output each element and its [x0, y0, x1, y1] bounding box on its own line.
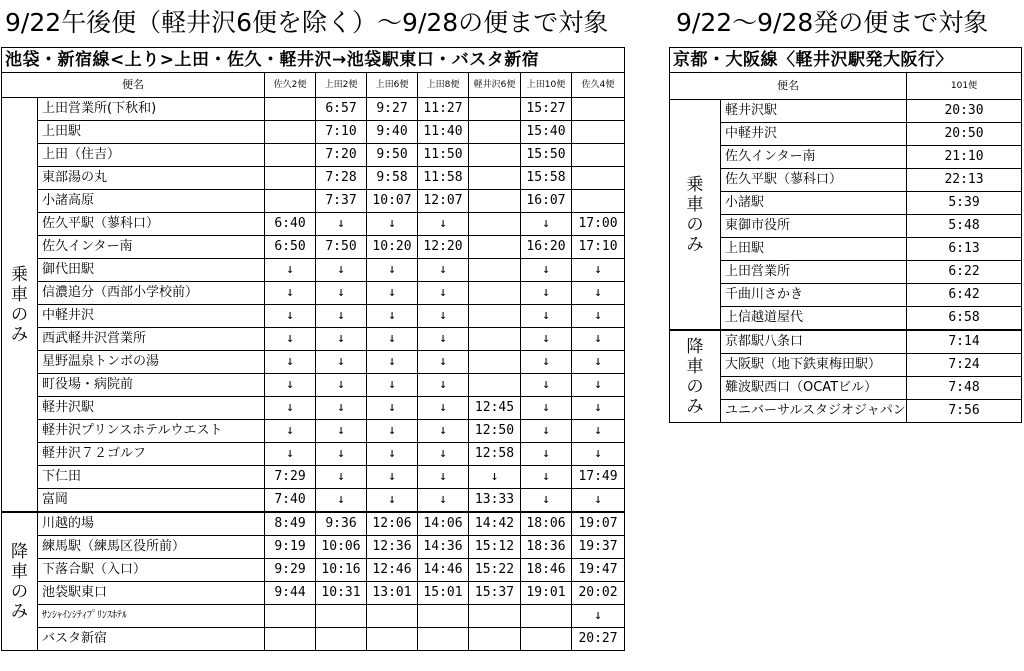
- group-label-char: 降: [11, 541, 28, 562]
- time-cell: [265, 121, 316, 144]
- time-cell: 6:22: [907, 261, 1022, 284]
- time-cell: ↓: [265, 443, 316, 466]
- time-cell: ↓: [418, 328, 469, 351]
- time-cell: ↓: [521, 420, 572, 443]
- group-label-char: み: [11, 324, 28, 345]
- time-cell: [469, 236, 521, 259]
- stop-name: 中軽井沢: [721, 123, 907, 146]
- time-cell: 18:06: [521, 512, 572, 536]
- kyoto-osaka-timetable: [669, 47, 1022, 423]
- time-cell: ↓: [521, 443, 572, 466]
- time-cell: ↓: [521, 489, 572, 513]
- time-cell: ↓: [316, 489, 367, 513]
- time-cell: 12:45: [469, 397, 521, 420]
- time-cell: ↓: [418, 282, 469, 305]
- time-cell: [418, 628, 469, 651]
- table-row: [2, 236, 625, 259]
- time-cell: ↓: [367, 443, 418, 466]
- stop-name: 西武軽井沢営業所: [38, 328, 265, 351]
- time-cell: 14:46: [418, 559, 469, 582]
- time-cell: ↓: [418, 466, 469, 489]
- table-row: [2, 305, 625, 328]
- time-cell: ↓: [572, 305, 625, 328]
- time-cell: ↓: [316, 282, 367, 305]
- time-cell: 12:46: [367, 559, 418, 582]
- time-cell: [265, 98, 316, 121]
- time-cell: ↓: [572, 397, 625, 420]
- stop-name: 町役場・病院前: [38, 374, 265, 397]
- table-row: [2, 536, 625, 559]
- time-cell: 11:50: [418, 144, 469, 167]
- stop-name: 軽井沢駅: [721, 100, 907, 123]
- time-cell: ↓: [316, 420, 367, 443]
- table-row: [2, 420, 625, 443]
- table-row: [2, 605, 625, 628]
- stop-name: 上田営業所: [721, 261, 907, 284]
- time-cell: 7:48: [907, 377, 1022, 400]
- time-cell: 20:30: [907, 100, 1022, 123]
- group-label-char: の: [686, 376, 704, 397]
- time-cell: 6:13: [907, 238, 1022, 261]
- time-cell: 17:49: [572, 466, 625, 489]
- time-cell: ↓: [367, 351, 418, 374]
- group-label-char: の: [686, 214, 704, 235]
- time-cell: 7:56: [907, 400, 1022, 423]
- time-cell: ↓: [418, 305, 469, 328]
- group-label-char: 車: [11, 561, 28, 582]
- time-cell: ↓: [316, 397, 367, 420]
- header-row: [2, 73, 625, 98]
- alighting-only-label: [670, 330, 721, 423]
- stop-name: ｻﾝｼｬｲﾝｼﾃｨﾌﾟﾘﾝｽﾎﾃﾙ: [38, 605, 265, 628]
- stop-name: 佐久インター南: [38, 236, 265, 259]
- time-cell: 9:29: [265, 559, 316, 582]
- table-row: [2, 582, 625, 605]
- table-row: [2, 489, 625, 513]
- group-label-char: の: [11, 581, 28, 602]
- time-cell: 7:14: [907, 330, 1022, 354]
- time-cell: ↓: [265, 420, 316, 443]
- time-cell: 9:44: [265, 582, 316, 605]
- time-cell: 20:50: [907, 123, 1022, 146]
- time-cell: 16:20: [521, 236, 572, 259]
- time-cell: [521, 605, 572, 628]
- table-row: [2, 559, 625, 582]
- time-cell: [469, 259, 521, 282]
- time-cell: 7:40: [265, 489, 316, 513]
- time-cell: 14:42: [469, 512, 521, 536]
- stop-name: 上信越道屋代: [721, 307, 907, 331]
- time-cell: 6:50: [265, 236, 316, 259]
- time-cell: ↓: [572, 374, 625, 397]
- time-cell: 15:12: [469, 536, 521, 559]
- time-cell: ↓: [521, 305, 572, 328]
- column-header-name: 便名: [2, 73, 265, 98]
- stop-name: 信濃追分（西部小学校前）: [38, 282, 265, 305]
- time-cell: [265, 144, 316, 167]
- stop-name: 佐久インター南: [721, 146, 907, 169]
- time-cell: ↓: [316, 351, 367, 374]
- time-cell: 6:57: [316, 98, 367, 121]
- stop-name: 京都駅八条口: [721, 330, 907, 354]
- table-row: [2, 144, 625, 167]
- time-cell: 11:40: [418, 121, 469, 144]
- table-row: [670, 330, 1022, 354]
- table-row: [670, 146, 1022, 169]
- time-cell: 11:58: [418, 167, 469, 190]
- table-row: [2, 628, 625, 651]
- group-label-char: 車: [686, 356, 704, 377]
- time-cell: ↓: [367, 259, 418, 282]
- time-cell: ↓: [316, 328, 367, 351]
- table-row: [2, 397, 625, 420]
- table-row: [2, 512, 625, 536]
- group-label-char: 乗: [11, 264, 28, 285]
- time-cell: 14:36: [418, 536, 469, 559]
- time-cell: 15:50: [521, 144, 572, 167]
- time-cell: ↓: [316, 305, 367, 328]
- time-cell: 9:36: [316, 512, 367, 536]
- stop-name: 御代田駅: [38, 259, 265, 282]
- stop-name: 軽井沢駅: [38, 397, 265, 420]
- time-cell: ↓: [521, 466, 572, 489]
- time-cell: 13:01: [367, 582, 418, 605]
- stop-name: 星野温泉トンボの湯: [38, 351, 265, 374]
- time-cell: 19:07: [572, 512, 625, 536]
- stop-name: 上田営業所(下秋和): [38, 98, 265, 121]
- time-cell: 7:28: [316, 167, 367, 190]
- time-cell: ↓: [316, 443, 367, 466]
- time-cell: [265, 167, 316, 190]
- time-cell: 18:36: [521, 536, 572, 559]
- table-row: [670, 192, 1022, 215]
- time-cell: 17:10: [572, 236, 625, 259]
- time-cell: 7:20: [316, 144, 367, 167]
- time-cell: ↓: [521, 213, 572, 236]
- stop-name: 佐久平駅（蓼科口）: [721, 169, 907, 192]
- stop-name: 大阪駅（地下鉄東梅田駅）: [721, 354, 907, 377]
- time-cell: 8:49: [265, 512, 316, 536]
- time-cell: 6:40: [265, 213, 316, 236]
- group-label-char: み: [11, 601, 28, 622]
- stop-name: 上田駅: [721, 238, 907, 261]
- time-cell: 13:33: [469, 489, 521, 513]
- column-header-name: 便名: [670, 73, 907, 100]
- stop-name: ユニバーサルスタジオジャパン: [721, 400, 907, 423]
- time-cell: 15:37: [469, 582, 521, 605]
- time-cell: ↓: [367, 213, 418, 236]
- time-cell: 15:01: [418, 582, 469, 605]
- time-cell: ↓: [418, 374, 469, 397]
- title-row: [2, 48, 625, 73]
- table-row: [2, 351, 625, 374]
- time-cell: ↓: [418, 420, 469, 443]
- time-cell: [469, 328, 521, 351]
- time-cell: 20:02: [572, 582, 625, 605]
- boarding-only-label: [2, 98, 38, 513]
- time-cell: ↓: [367, 420, 418, 443]
- stop-name: 難波駅西口（OCATビル）: [721, 377, 907, 400]
- time-cell: [469, 121, 521, 144]
- time-cell: ↓: [418, 443, 469, 466]
- time-cell: ↓: [521, 351, 572, 374]
- time-cell: ↓: [265, 259, 316, 282]
- boarding-only-label: [670, 100, 721, 331]
- time-cell: 12:36: [367, 536, 418, 559]
- table-row: [2, 259, 625, 282]
- time-cell: ↓: [367, 397, 418, 420]
- time-cell: 19:37: [572, 536, 625, 559]
- stop-name: 東御市役所: [721, 215, 907, 238]
- time-cell: 9:27: [367, 98, 418, 121]
- time-cell: [469, 351, 521, 374]
- time-cell: 6:42: [907, 284, 1022, 307]
- stop-name: 中軽井沢: [38, 305, 265, 328]
- time-cell: 19:01: [521, 582, 572, 605]
- stop-name: バスタ新宿: [38, 628, 265, 651]
- time-cell: 10:07: [367, 190, 418, 213]
- stop-name: 富岡: [38, 489, 265, 513]
- time-cell: ↓: [469, 466, 521, 489]
- time-cell: 9:19: [265, 536, 316, 559]
- time-cell: ↓: [265, 397, 316, 420]
- column-header-trip: 101便: [907, 73, 1022, 100]
- time-cell: ↓: [367, 374, 418, 397]
- table-row: [2, 443, 625, 466]
- stop-name: 池袋駅東口: [38, 582, 265, 605]
- stop-name: 軽井沢プリンスホテルウエスト: [38, 420, 265, 443]
- table-row: [2, 328, 625, 351]
- time-cell: ↓: [418, 489, 469, 513]
- time-cell: ↓: [367, 466, 418, 489]
- column-header-trip: 佐久4便: [572, 73, 625, 98]
- group-label-char: 降: [686, 336, 704, 357]
- time-cell: 6:58: [907, 307, 1022, 331]
- table-row: [670, 215, 1022, 238]
- time-cell: 15:58: [521, 167, 572, 190]
- table-row: [670, 238, 1022, 261]
- time-cell: ↓: [418, 259, 469, 282]
- time-cell: 10:31: [316, 582, 367, 605]
- table-row: [670, 354, 1022, 377]
- time-cell: ↓: [316, 466, 367, 489]
- time-cell: 7:50: [316, 236, 367, 259]
- time-cell: 15:22: [469, 559, 521, 582]
- time-cell: ↓: [367, 282, 418, 305]
- group-label-char: み: [686, 396, 704, 417]
- stop-name: 小諸高原: [38, 190, 265, 213]
- stop-name: 上田（住吉）: [38, 144, 265, 167]
- column-header-trip: 佐久2便: [265, 73, 316, 98]
- table-row: [670, 284, 1022, 307]
- time-cell: [469, 374, 521, 397]
- time-cell: ↓: [521, 397, 572, 420]
- time-cell: [521, 628, 572, 651]
- stop-name: 千曲川さかき: [721, 284, 907, 307]
- group-label-char: 車: [686, 194, 704, 215]
- time-cell: ↓: [265, 282, 316, 305]
- time-cell: 5:39: [907, 192, 1022, 215]
- time-cell: [469, 605, 521, 628]
- time-cell: [469, 305, 521, 328]
- time-cell: 12:58: [469, 443, 521, 466]
- left-timetable-heading: 9/22午後便（軽井沢6便を除く）～9/28の便まで対象: [5, 8, 609, 37]
- stop-name: 軽井沢７２ゴルフ: [38, 443, 265, 466]
- title-row: [670, 48, 1022, 73]
- time-cell: [469, 144, 521, 167]
- time-cell: 21:10: [907, 146, 1022, 169]
- route-title: 池袋・新宿線<上り>上田・佐久・軽井沢→池袋駅東口・バスタ新宿: [2, 48, 625, 73]
- time-cell: [469, 282, 521, 305]
- table-row: [670, 261, 1022, 284]
- column-header-trip: 上田8便: [418, 73, 469, 98]
- table-row: [670, 169, 1022, 192]
- time-cell: 9:50: [367, 144, 418, 167]
- stop-name: 下仁田: [38, 466, 265, 489]
- time-cell: ↓: [572, 443, 625, 466]
- ikebukuro-shinjuku-timetable: [1, 47, 625, 651]
- time-cell: ↓: [572, 351, 625, 374]
- table-row: [2, 190, 625, 213]
- time-cell: ↓: [367, 305, 418, 328]
- time-cell: [367, 628, 418, 651]
- time-cell: 15:40: [521, 121, 572, 144]
- time-cell: 7:37: [316, 190, 367, 213]
- time-cell: 9:58: [367, 167, 418, 190]
- time-cell: ↓: [265, 351, 316, 374]
- time-cell: ↓: [572, 420, 625, 443]
- time-cell: ↓: [265, 328, 316, 351]
- group-label-char: の: [11, 304, 28, 325]
- time-cell: [316, 628, 367, 651]
- table-row: [2, 374, 625, 397]
- time-cell: 7:29: [265, 466, 316, 489]
- table-row: [670, 100, 1022, 123]
- group-label-char: 乗: [686, 174, 704, 195]
- header-row: [670, 73, 1022, 100]
- table-row: [670, 307, 1022, 331]
- table-row: [670, 400, 1022, 423]
- time-cell: [572, 167, 625, 190]
- time-cell: ↓: [521, 259, 572, 282]
- stop-name: 川越的場: [38, 512, 265, 536]
- time-cell: 7:24: [907, 354, 1022, 377]
- time-cell: [367, 605, 418, 628]
- time-cell: ↓: [418, 351, 469, 374]
- stop-name: 上田駅: [38, 121, 265, 144]
- time-cell: 22:13: [907, 169, 1022, 192]
- time-cell: 11:27: [418, 98, 469, 121]
- time-cell: 9:40: [367, 121, 418, 144]
- stop-name: 東部湯の丸: [38, 167, 265, 190]
- time-cell: [469, 98, 521, 121]
- time-cell: [572, 121, 625, 144]
- time-cell: 18:46: [521, 559, 572, 582]
- time-cell: ↓: [316, 259, 367, 282]
- time-cell: 19:47: [572, 559, 625, 582]
- time-cell: 10:06: [316, 536, 367, 559]
- column-header-trip: 上田10便: [521, 73, 572, 98]
- time-cell: 12:50: [469, 420, 521, 443]
- time-cell: 10:20: [367, 236, 418, 259]
- table-row: [2, 282, 625, 305]
- time-cell: [469, 213, 521, 236]
- table-row: [670, 377, 1022, 400]
- time-cell: [572, 98, 625, 121]
- route-title: 京都・大阪線〈軽井沢駅発大阪行〉: [670, 48, 1022, 73]
- column-header-trip: 軽井沢6便: [469, 73, 521, 98]
- time-cell: 5:48: [907, 215, 1022, 238]
- time-cell: 12:20: [418, 236, 469, 259]
- time-cell: ↓: [572, 489, 625, 513]
- table-row: [670, 123, 1022, 146]
- time-cell: ↓: [367, 489, 418, 513]
- time-cell: [469, 167, 521, 190]
- time-cell: ↓: [265, 305, 316, 328]
- time-cell: [265, 605, 316, 628]
- time-cell: ↓: [521, 328, 572, 351]
- time-cell: ↓: [316, 374, 367, 397]
- time-cell: ↓: [572, 328, 625, 351]
- time-cell: 7:10: [316, 121, 367, 144]
- time-cell: [572, 190, 625, 213]
- time-cell: ↓: [521, 282, 572, 305]
- time-cell: ↓: [418, 397, 469, 420]
- time-cell: ↓: [316, 213, 367, 236]
- table-row: [2, 213, 625, 236]
- time-cell: ↓: [367, 328, 418, 351]
- right-timetable-heading: 9/22～9/28発の便まで対象: [676, 8, 989, 37]
- time-cell: 20:27: [572, 628, 625, 651]
- time-cell: 14:06: [418, 512, 469, 536]
- time-cell: 16:07: [521, 190, 572, 213]
- time-cell: [469, 190, 521, 213]
- time-cell: ↓: [572, 282, 625, 305]
- time-cell: ↓: [521, 374, 572, 397]
- column-header-trip: 上田6便: [367, 73, 418, 98]
- table-row: [2, 121, 625, 144]
- time-cell: ↓: [572, 605, 625, 628]
- stop-name: 佐久平駅（蓼科口）: [38, 213, 265, 236]
- stop-name: 小諸駅: [721, 192, 907, 215]
- group-label-char: 車: [11, 284, 28, 305]
- time-cell: [316, 605, 367, 628]
- time-cell: 10:16: [316, 559, 367, 582]
- time-cell: [572, 144, 625, 167]
- time-cell: ↓: [572, 259, 625, 282]
- table-row: [2, 98, 625, 121]
- group-label-char: み: [686, 234, 704, 255]
- table-row: [2, 466, 625, 489]
- time-cell: [265, 190, 316, 213]
- column-header-trip: 上田2便: [316, 73, 367, 98]
- time-cell: 17:00: [572, 213, 625, 236]
- time-cell: [469, 628, 521, 651]
- time-cell: 12:07: [418, 190, 469, 213]
- stop-name: 練馬駅（練馬区役所前）: [38, 536, 265, 559]
- time-cell: 15:27: [521, 98, 572, 121]
- time-cell: ↓: [265, 374, 316, 397]
- table-row: [2, 167, 625, 190]
- alighting-only-label: [2, 512, 38, 651]
- time-cell: [265, 628, 316, 651]
- time-cell: ↓: [418, 213, 469, 236]
- time-cell: 12:06: [367, 512, 418, 536]
- time-cell: [418, 605, 469, 628]
- stop-name: 下落合駅（入口）: [38, 559, 265, 582]
